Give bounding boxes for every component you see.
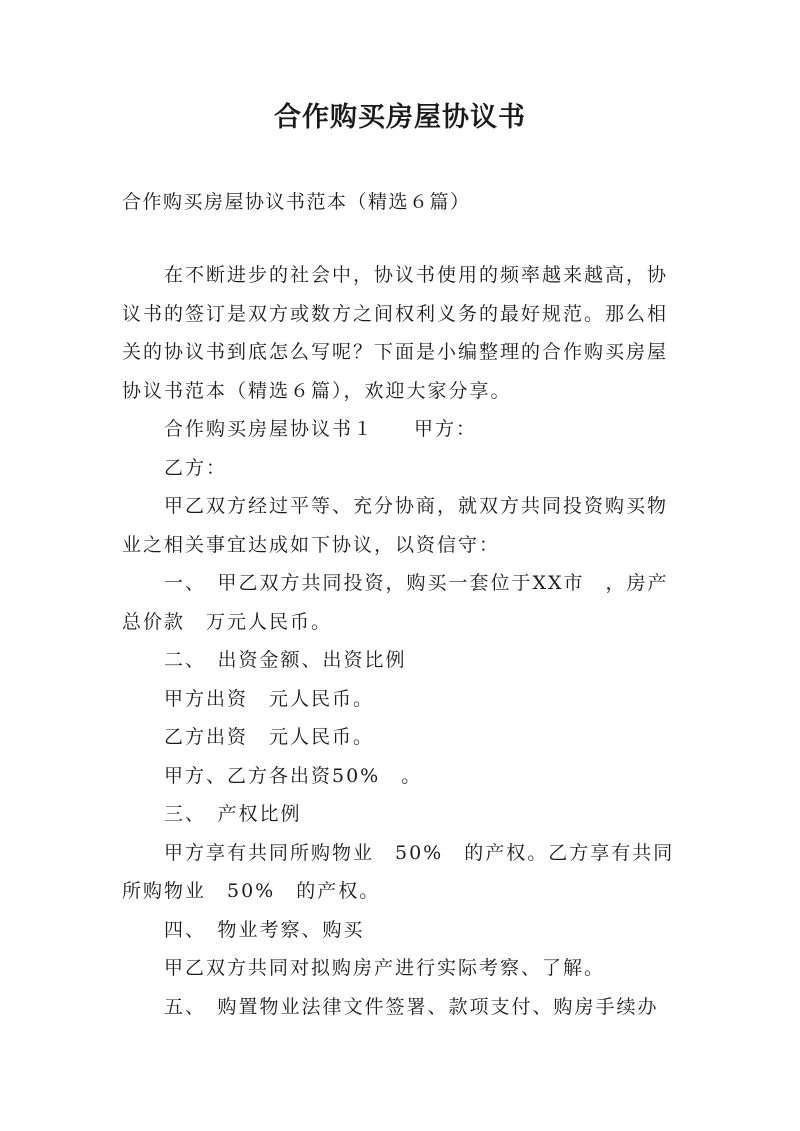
document-title: 合作购买房屋协议书 xyxy=(274,102,526,133)
agreement-heading-line xyxy=(122,410,682,449)
clause-2-party-a: 甲方出资 元人民币。 xyxy=(164,687,375,710)
agreement-heading: 合作购买房屋协议书１ xyxy=(164,418,375,440)
party-b-label: 乙方： xyxy=(164,456,228,479)
party-a-label: 甲方： xyxy=(414,418,478,440)
preamble-paragraph: 甲乙双方经过平等、充分协商，就双方共同投资购买物业之相关事宜达成如下协议，以资信守： xyxy=(122,495,669,556)
clause-2-party-b: 乙方出资 元人民币。 xyxy=(164,726,375,748)
clause-2-ratio: 甲方、乙方各出资50% 。 xyxy=(164,764,423,787)
clause-2-heading: 二、 出资金额、出资比例 xyxy=(164,649,407,671)
clause-5-heading: 五、 购置物业法律文件签署、款项支付、购房手续办 xyxy=(164,995,659,1018)
clause-1: 一、 甲乙双方共同投资，购买一套位于XX市 ，房产总价款 万元人民币。 xyxy=(122,572,669,633)
clause-3-heading: 三、 产权比例 xyxy=(164,803,302,825)
document-subtitle: 合作购买房屋协议书范本（精选６篇） xyxy=(122,191,471,213)
clause-3-text: 甲方享有共同所购物业 50% 的产权。乙方享有共同所购物业 50% 的产权。 xyxy=(122,841,675,902)
document-body xyxy=(122,256,682,1026)
clause-4-heading: 四、 物业考察、购买 xyxy=(164,918,365,941)
intro-paragraph: 在不断进步的社会中，协议书使用的频率越来越高，协议书的签订是双方或数方之间权利义务的最好规范。那么相关的协议书到底怎么写呢？下面是小编整理的合作购买房屋协议书范本（精选６篇），欢迎大家分享。 xyxy=(122,264,669,402)
clause-4-text: 甲乙双方共同对拟购房产进行实际考察、了解。 xyxy=(164,957,606,979)
